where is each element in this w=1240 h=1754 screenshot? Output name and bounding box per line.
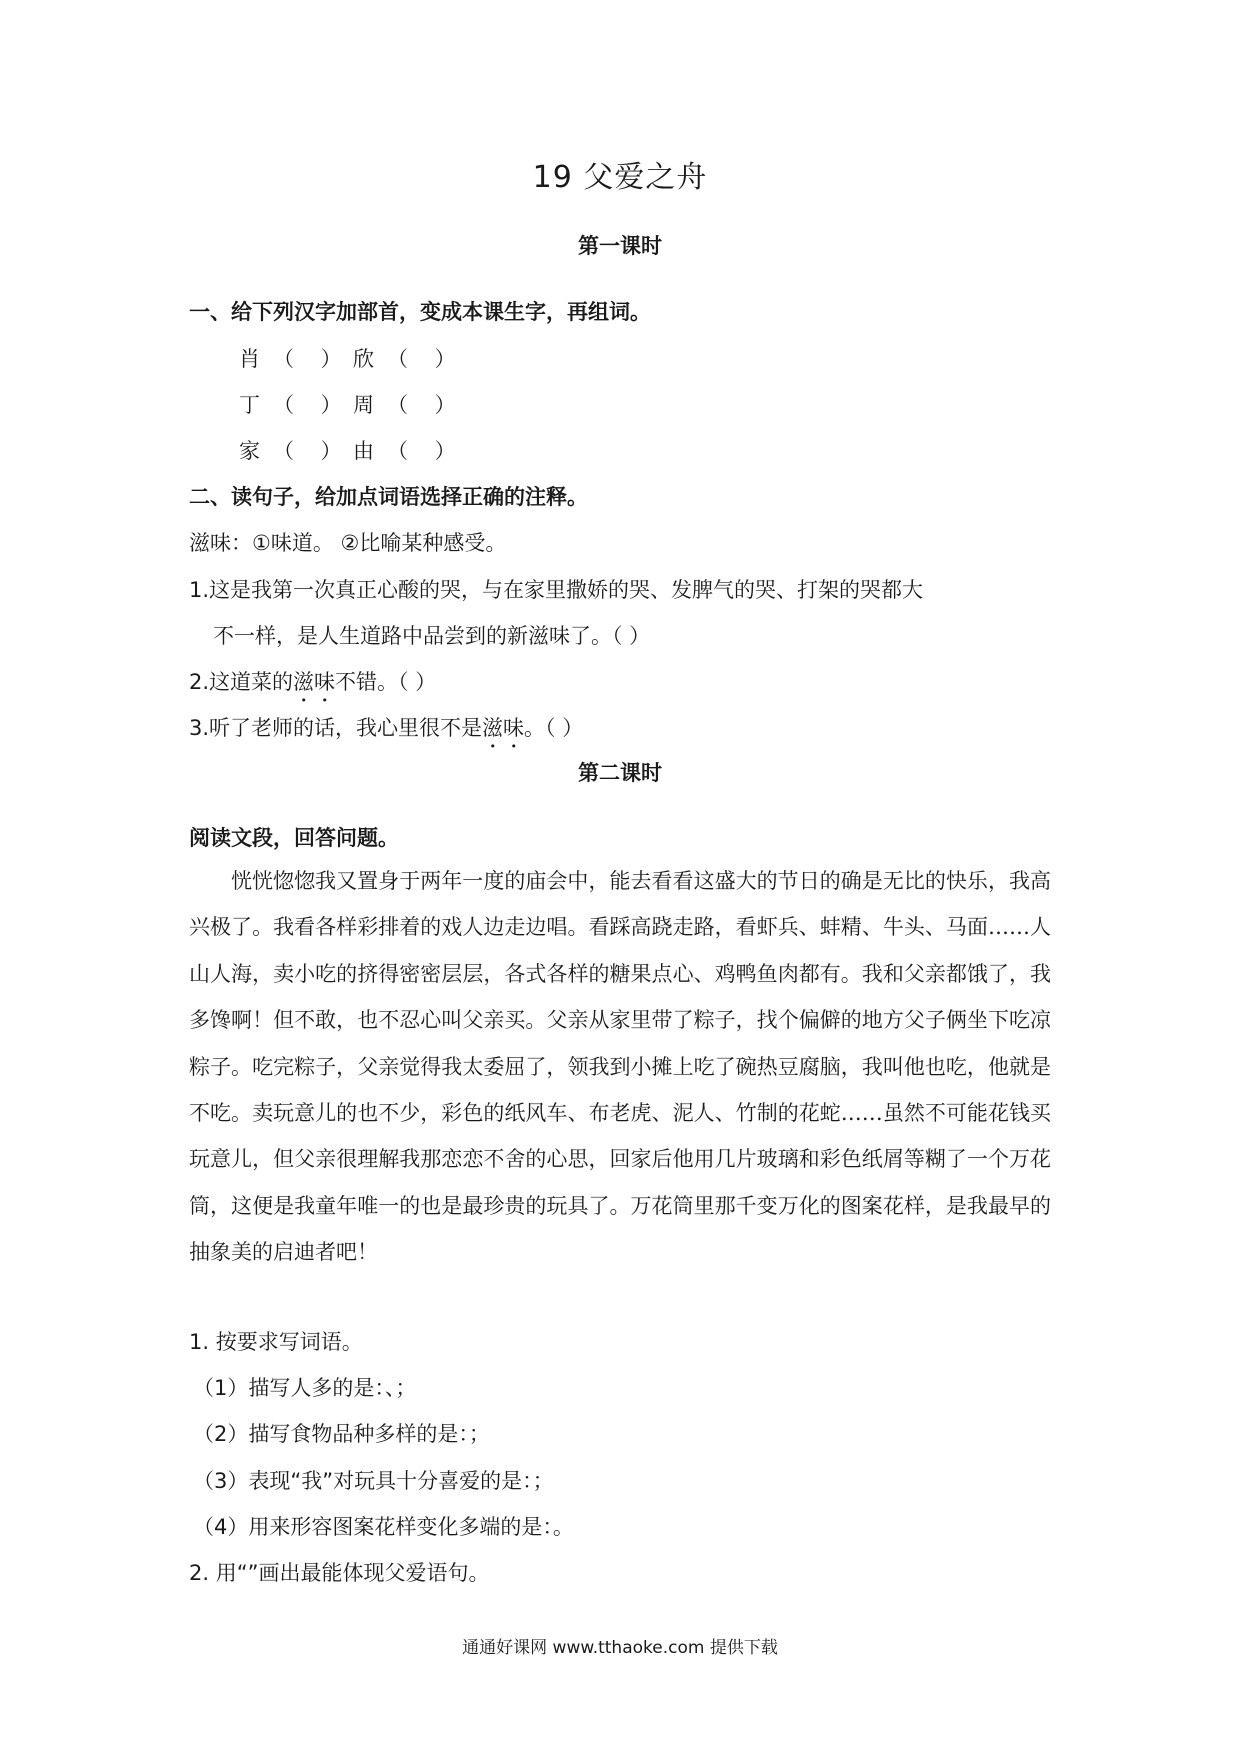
question-2-before: 2.这道菜的	[189, 670, 294, 694]
char-row-2	[239, 390, 467, 420]
section2-heading: 二、读句子，给加点词语选择正确的注释。	[189, 485, 588, 509]
answer-blank: （ ）	[273, 439, 352, 463]
sub-question-1: （1）描写人多的是：、；	[193, 1376, 417, 1400]
dotted-word: 滋味	[293, 670, 336, 694]
question-1-line-1: 1.这是我第一次真正心酸的哭，与在家里撒娇的哭、发脾气的哭、打架的哭都大	[189, 578, 924, 602]
char-row-3	[239, 436, 467, 466]
reading-instruction: 阅读文段，回答问题。	[189, 826, 399, 850]
lesson1-heading: 第一课时	[578, 234, 662, 258]
question-1-line-2: 不一样，是人生道路中品尝到的新滋味了。（ ）	[213, 624, 651, 648]
footer-credit: 通通好课网 www.tthaoke.com 提供下载	[462, 1638, 778, 1658]
section1-heading: 一、给下列汉字加部首，变成本课生字，再组词。	[189, 300, 651, 324]
lesson2-heading: 第二课时	[578, 761, 662, 785]
answer-blank: （ ）	[273, 347, 352, 371]
char: 欣	[353, 347, 374, 371]
sub-question-4: （4）用来形容图案花样变化多端的是：。	[193, 1515, 574, 1539]
question-3-after: 。（ ）	[524, 716, 584, 740]
char: 由	[353, 439, 374, 463]
question-2-underline: 2. 用“”画出最能体现父爱语句。	[189, 1561, 490, 1585]
definition-line: 滋味：①味道。 ②比喻某种感受。	[189, 531, 507, 555]
question-3-before: 3.听了老师的话，我心里很不是	[189, 716, 483, 740]
answer-blank: （ ）	[387, 393, 466, 417]
answer-blank: （ ）	[387, 347, 466, 371]
sub-question-3: （3）表现“我”对玩具十分喜爱的是：；	[193, 1469, 554, 1493]
page-title: 19 父爱之舟	[532, 160, 708, 195]
answer-blank: （ ）	[387, 439, 466, 463]
sub-question-2: （2）描写食物品种多样的是：；	[193, 1422, 490, 1446]
char: 周	[353, 393, 374, 417]
char: 丁	[239, 393, 260, 417]
question-2-after: 不错。（ ）	[335, 670, 437, 694]
answer-blank: （ ）	[273, 393, 352, 417]
reading-passage: 恍恍惚惚我又置身于两年一度的庙会中，能去看看这盛大的节日的确是无比的快乐，我高兴极了。我看各样彩排着的戏人边走边唱。看踩高跷走路，看虾兵、蚌精、牛头、马面……人山人海，卖小吃的挤得密密层层，各式各样的糖果点心、鸡鸭鱼肉都有。我和父亲都饿了，我多馋啊！但不敢，也不忍心叫父亲买。父亲从家里带了粽子，找个偏僻的地方父子俩坐下吃凉粽子。吃完粽子，父亲觉得我太委屈了，领我到小摊上吃了碗热豆腐脑，我叫他也吃，他就是不吃。卖玩意儿的也不少，彩色的纸风车、布老虎、泥人、竹制的花蛇……虽然不可能花钱买玩意儿，但父亲很理解我那恋恋不舍的心思，回家后他用几片玻璃和彩色纸屑等糊了一个万花筒，这便是我童年唯一的也是最珍贵的玩具了。万花筒里那千变万化的图案花样，是我最早的抽象美的启迪者吧！	[189, 869, 1051, 1265]
dotted-word: 滋味	[482, 716, 525, 740]
question-3	[189, 713, 583, 753]
char-row-1	[239, 344, 467, 374]
question-heading: 1. 按要求写词语。	[189, 1330, 363, 1354]
char: 肖	[239, 347, 260, 371]
char: 家	[239, 439, 260, 463]
question-2	[189, 667, 436, 707]
